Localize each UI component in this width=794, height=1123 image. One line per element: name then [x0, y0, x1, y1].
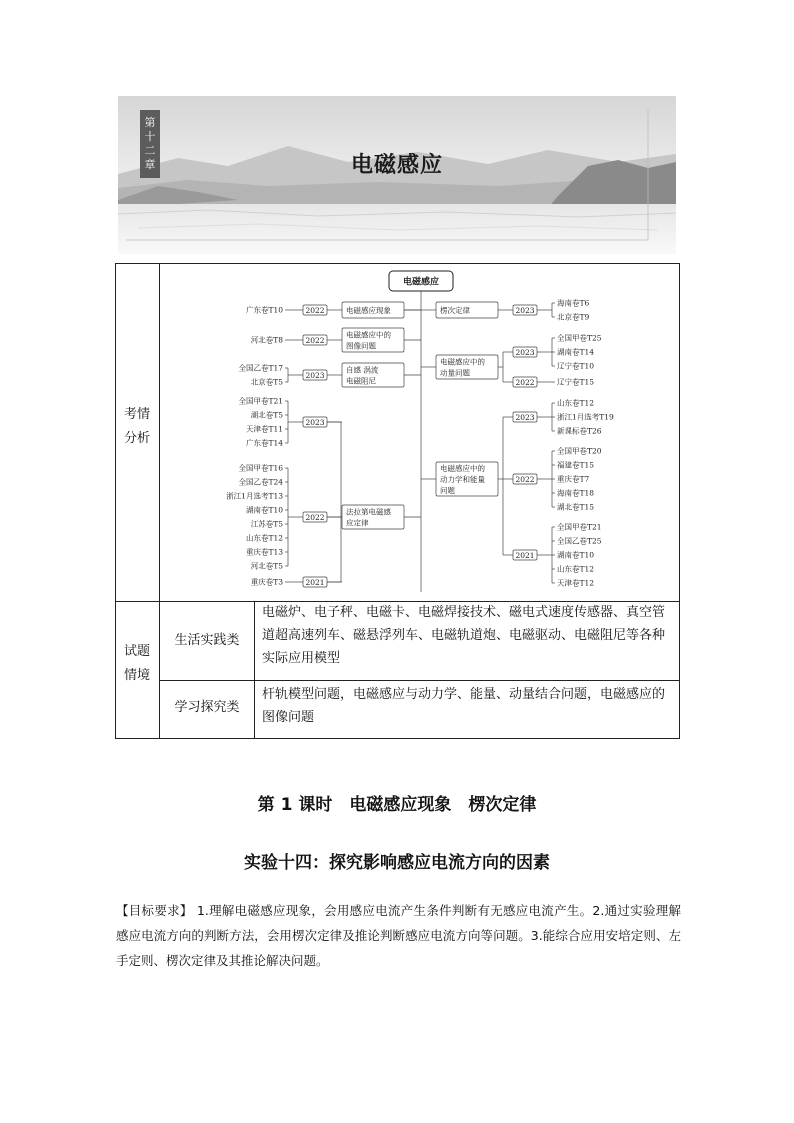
paper-label: 全国乙卷T24	[238, 477, 283, 487]
paper-label: 山东卷T12	[557, 398, 595, 408]
row-label-line: 试题	[123, 644, 150, 659]
table-border	[254, 601, 255, 739]
paper-label: 河北卷T8	[250, 335, 283, 345]
left-topic-label: 自感 涡流	[346, 365, 379, 375]
paper-label: 全国甲卷T25	[557, 333, 602, 343]
row-label-line: 情境	[123, 668, 150, 683]
paper-label: 浙江1月选考T19	[557, 412, 614, 422]
year-label: 2022	[305, 335, 325, 345]
paper-label: 辽宁卷T10	[557, 361, 595, 371]
paper-label: 海南卷T18	[557, 488, 595, 498]
paper-label: 全国乙卷T25	[557, 536, 602, 546]
paper-label: 海南卷T6	[557, 298, 590, 308]
table-border	[115, 738, 680, 739]
left-topic-label: 图像问题	[346, 341, 376, 351]
year-label: 2022	[305, 512, 325, 522]
paper-label: 辽宁卷T15	[557, 377, 595, 387]
table-border	[679, 263, 680, 739]
lesson-title: 第 1 课时 电磁感应现象 楞次定律	[257, 795, 537, 815]
year-label: 2022	[515, 474, 535, 484]
left-topic-label: 应定律	[346, 518, 369, 528]
paper-label: 福建卷T15	[557, 460, 595, 470]
paper-label: 天津卷T11	[245, 424, 283, 434]
paper-label: 湖北卷T15	[557, 502, 595, 512]
paper-label: 江苏卷T5	[250, 519, 283, 529]
table-border	[159, 680, 680, 681]
paper-label: 全国甲卷T21	[557, 522, 602, 532]
paper-label: 天津卷T12	[557, 578, 595, 588]
paper-label: 广东卷T10	[245, 305, 283, 315]
chapter-tag-char: 章	[144, 158, 156, 171]
year-label: 2023	[515, 305, 535, 315]
year-label: 2021	[515, 550, 535, 560]
left-topic-label: 电磁感应中的	[346, 330, 391, 340]
paper-label: 湖南卷T10	[557, 550, 595, 560]
row-label-context	[115, 640, 159, 688]
left-topic-label: 电磁感应现象	[346, 305, 391, 315]
right-topic-label: 楞次定律	[440, 305, 470, 315]
right-topic-label: 电磁感应中的	[440, 357, 485, 367]
row-label-line: 考情	[123, 407, 150, 422]
paper-label: 山东卷T12	[557, 564, 595, 574]
paper-label: 重庆卷T13	[245, 547, 283, 557]
year-label: 2023	[305, 370, 325, 380]
right-topic-label: 动量问题	[440, 368, 470, 378]
row-label-analysis	[115, 403, 159, 451]
paper-label: 新课标卷T26	[557, 426, 602, 436]
chapter-tag-char: 十	[144, 130, 156, 143]
sub-label-life: 生活实践类	[174, 633, 240, 648]
life-practice-text: 电磁炉、电子秤、电磁卡、电磁焊接技术、磁电式速度传感器、真空管道超高速列车、磁悬浮列车、电磁轨道炮、电磁驱动、电磁阻尼等各种实际应用模型	[262, 605, 666, 666]
sub-label-study: 学习探究类	[174, 700, 240, 715]
paper-label: 山东卷T12	[245, 533, 283, 543]
paper-label: 全国甲卷T20	[557, 446, 602, 456]
paper-label: 北京卷T5	[250, 377, 283, 387]
paper-label: 湖南卷T14	[557, 347, 595, 357]
paper-label: 重庆卷T7	[557, 474, 590, 484]
right-topic-label: 电磁感应中的	[440, 463, 485, 473]
paper-label: 广东卷T14	[245, 438, 283, 448]
left-topic-label: 法拉第电磁感	[346, 507, 391, 517]
year-label: 2022	[515, 377, 535, 387]
paper-label: 全国甲卷T21	[238, 396, 283, 406]
row-label-line: 分析	[123, 431, 150, 446]
paper-label: 浙江1月选考T13	[226, 491, 283, 501]
goals-label: 【目标要求】	[116, 903, 193, 918]
chapter-tag-char: 二	[144, 144, 156, 157]
paper-label: 重庆卷T3	[250, 577, 283, 587]
year-label: 2022	[305, 305, 325, 315]
year-label: 2023	[515, 347, 535, 357]
paper-label: 河北卷T5	[250, 561, 283, 571]
paper-label: 湖北卷T5	[250, 410, 283, 420]
year-label: 2023	[305, 417, 325, 427]
year-label: 2023	[515, 412, 535, 422]
experiment-title: 实验十四：探究影响感应电流方向的因素	[244, 853, 550, 873]
paper-label: 全国甲卷T16	[238, 463, 283, 473]
paper-label: 全国乙卷T17	[238, 363, 283, 373]
year-label: 2021	[305, 577, 325, 587]
left-topic-label: 电磁阻尼	[346, 376, 376, 386]
learning-goals	[116, 898, 681, 973]
right-topic-label: 问题	[440, 485, 455, 495]
paper-label: 北京卷T9	[557, 312, 590, 322]
paper-label: 湖南卷T10	[245, 505, 283, 515]
right-topic-label: 动力学和能量	[440, 474, 485, 484]
chapter-banner	[118, 96, 676, 254]
chapter-title: 电磁感应	[350, 153, 443, 178]
root-label: 电磁感应	[402, 277, 440, 288]
study-explore-text: 杆轨模型问题，电磁感应与动力学、能量、动量结合问题，电磁感应的图像问题	[262, 687, 666, 725]
chapter-tag-char: 第	[144, 116, 156, 129]
goals-text: 1.理解电磁感应现象，会用感应电流产生条件判断有无感应电流产生。2.通过实验理解感应电流方向的判断方法，会用楞次定律及推论判断感应电流方向等问题。3.能综合应用安培定则、左手定则、楞次定律及其推论解决问题。	[116, 903, 681, 968]
exam-mindmap	[160, 264, 679, 602]
